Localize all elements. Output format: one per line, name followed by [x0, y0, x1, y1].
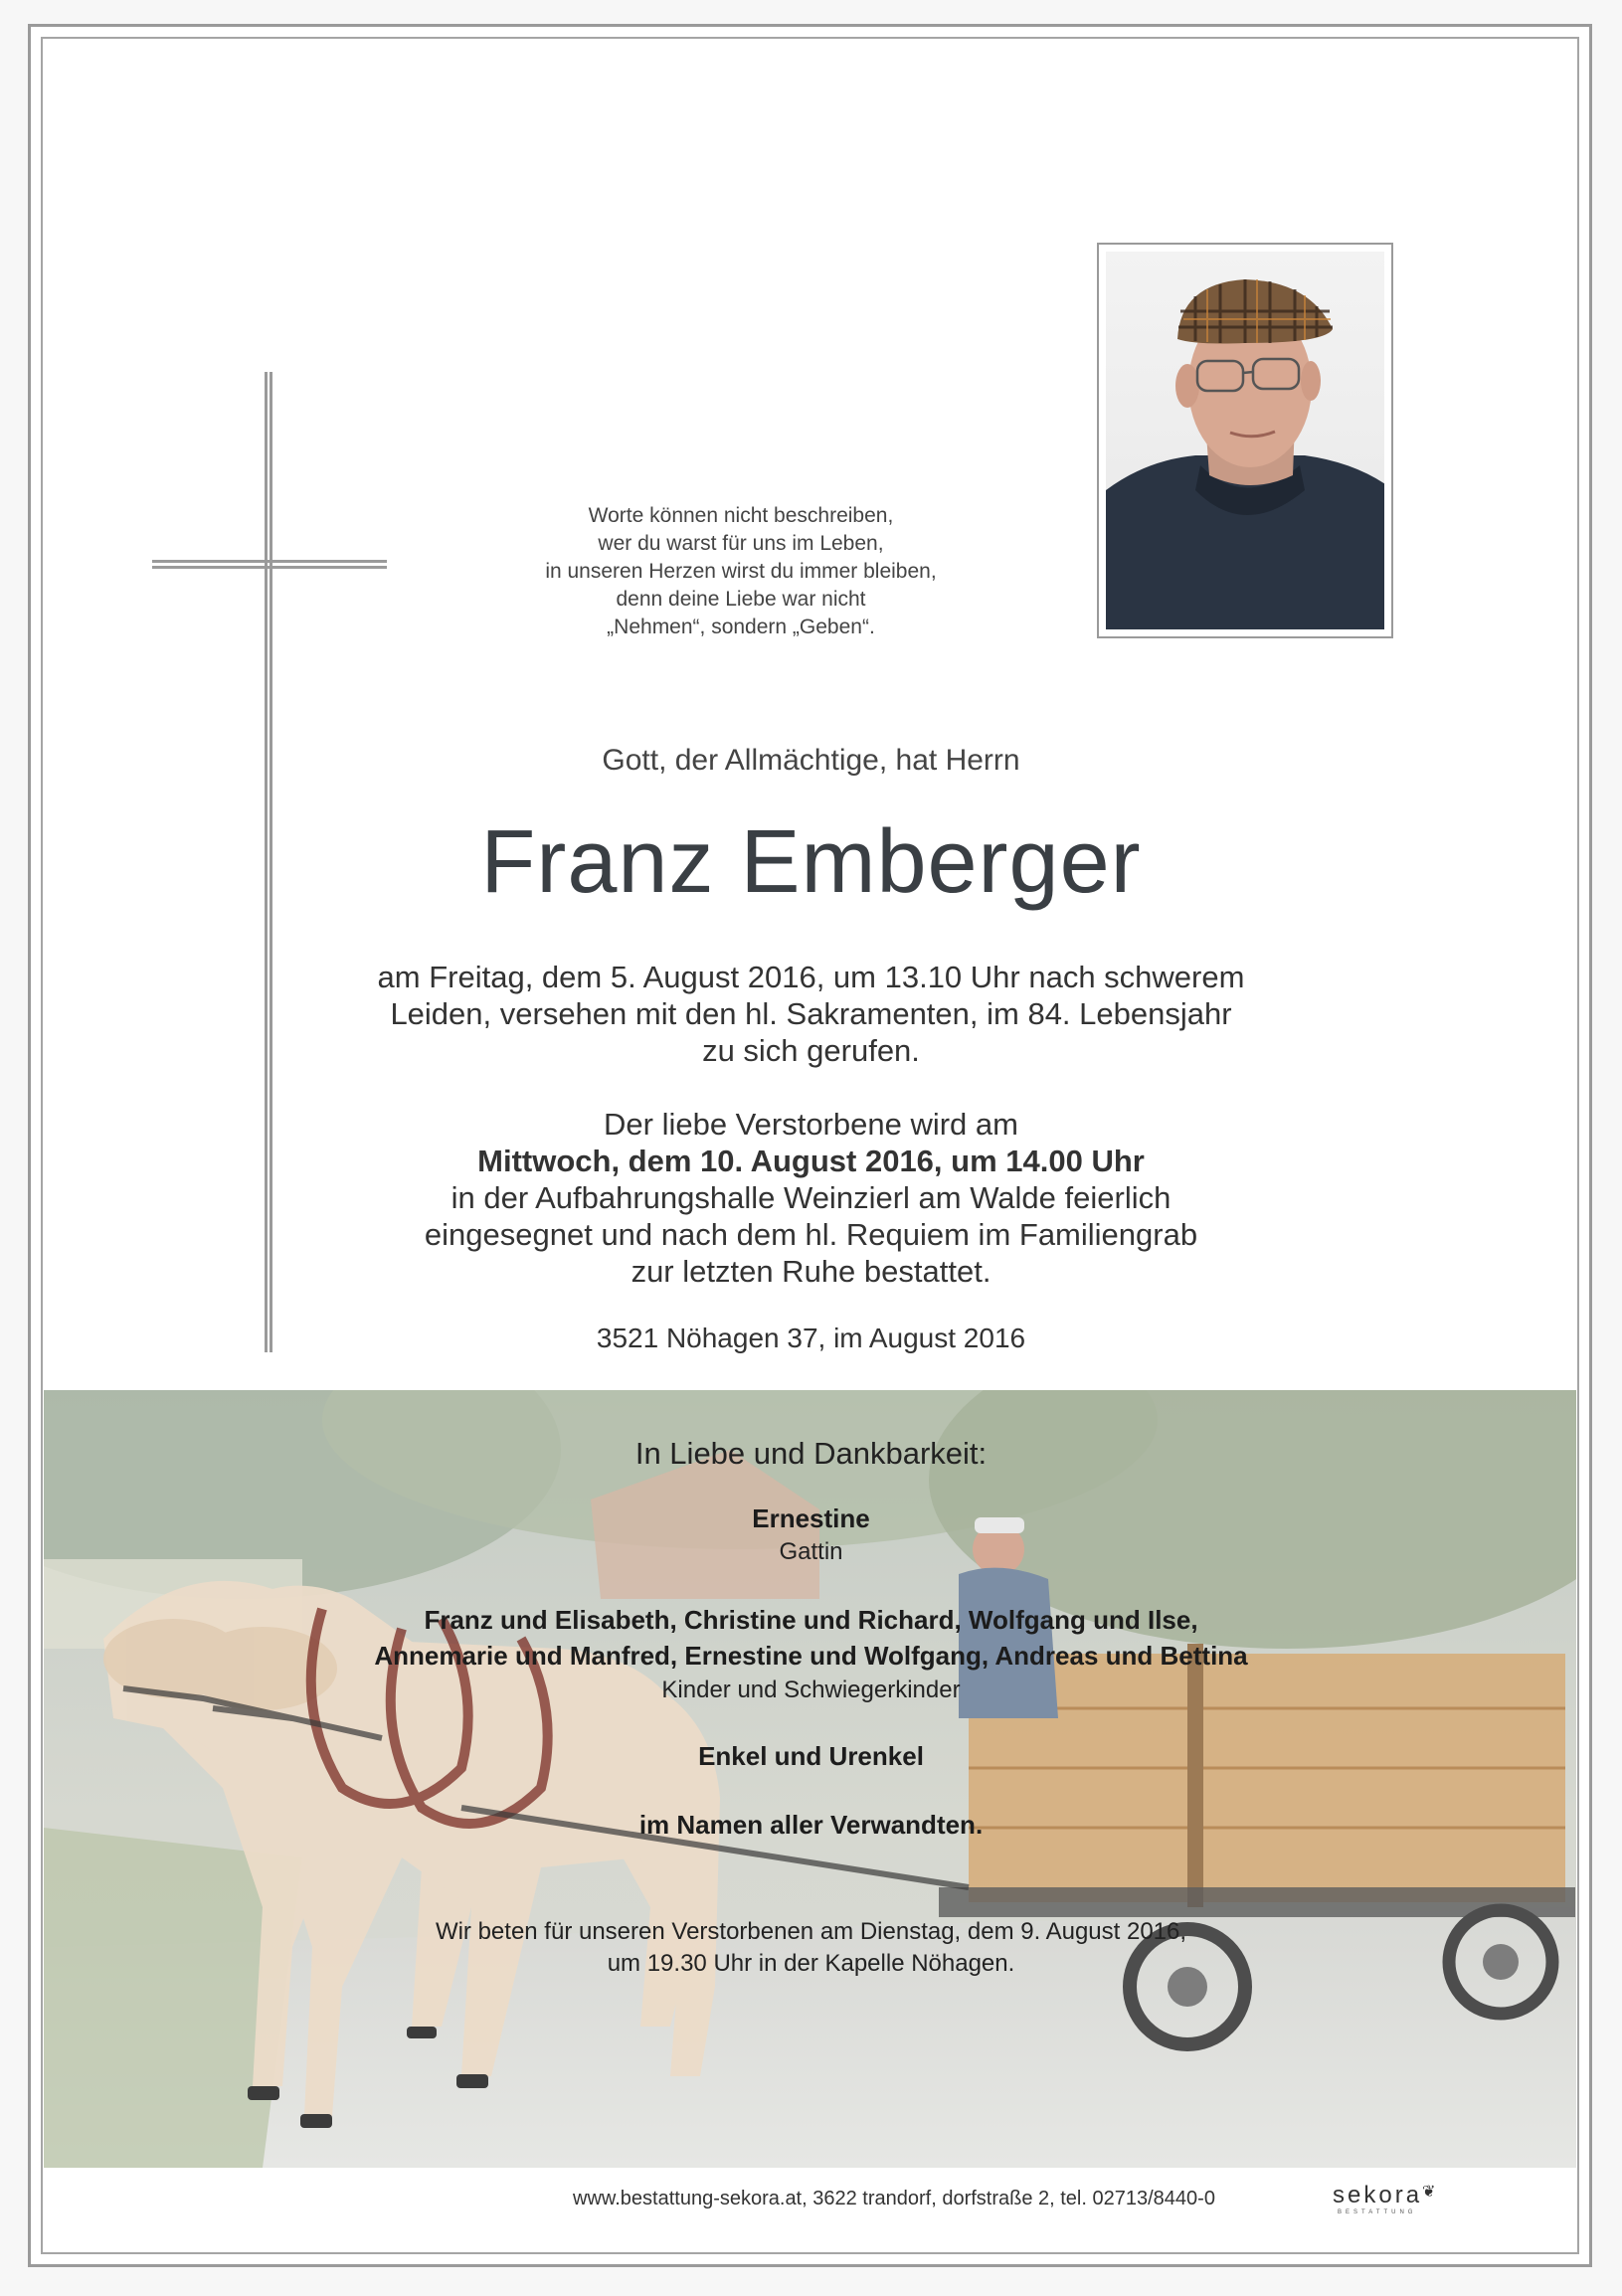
- burial-line: in der Aufbahrungshalle Weinzierl am Walde feierlich: [451, 1180, 1171, 1215]
- description-line: am Freitag, dem 5. August 2016, um 13.10 Uhr nach schwerem: [377, 960, 1245, 994]
- relatives: im Namen aller Verwandten.: [638, 1810, 984, 1840]
- announcement-intro: Gott, der Allmächtige, hat Herrn: [602, 744, 1020, 777]
- spouse-role: Gattin: [779, 1538, 843, 1565]
- prayer-notice: [0, 1916, 1622, 1980]
- children-line: Annemarie und Manfred, Ernestine und Wolfgang, Andreas und Bettina: [374, 1641, 1248, 1671]
- logo-subtext: BESTATTUNG: [1338, 2209, 1417, 2215]
- children-role: Kinder und Schwiegerkinder: [661, 1677, 961, 1703]
- children-line: Franz und Elisabeth, Christine und Richard, Wolfgang und Ilse,: [424, 1605, 1198, 1635]
- poem-line: in unseren Herzen wirst du immer bleiben,: [545, 560, 937, 583]
- cross-horizontal-bar: [152, 560, 387, 569]
- funeral-home-contact: www.bestattung-sekora.at, 3622 trandorf, dorfstraße 2, tel. 02713/8440-0: [573, 2188, 1215, 2209]
- logo-text: sekora: [1333, 2182, 1423, 2208]
- poem-line: wer du warst für uns im Leben,: [598, 532, 884, 555]
- burial-line: zur letzten Ruhe bestattet.: [631, 1254, 991, 1289]
- burial-notice: [0, 1106, 1622, 1290]
- grandchildren: Enkel und Urenkel: [698, 1741, 924, 1771]
- poem-line: Worte können nicht beschreiben,: [588, 504, 894, 527]
- place-and-date: 3521 Nöhagen 37, im August 2016: [596, 1323, 1026, 1353]
- burial-line: eingesegnet und nach dem hl. Requiem im Familiengrab: [424, 1217, 1198, 1252]
- portrait-photo: [1106, 252, 1384, 629]
- bird-icon: ❦: [1422, 2184, 1439, 2201]
- deceased-name: Franz Emberger: [480, 812, 1142, 912]
- description-line: zu sich gerufen.: [702, 1033, 920, 1068]
- burial-date: Mittwoch, dem 10. August 2016, um 14.00 Uhr: [477, 1144, 1145, 1178]
- prayer-line: Wir beten für unseren Verstorbenen am Dienstag, dem 9. August 2016,: [435, 1918, 1187, 1945]
- funeral-home-logo: [1333, 2182, 1438, 2209]
- poem-line: denn deine Liebe war nicht: [616, 588, 866, 611]
- burial-line: Der liebe Verstorbene wird am: [604, 1107, 1018, 1142]
- death-description: [0, 959, 1622, 1069]
- thanks-heading: In Liebe und Dankbarkeit:: [634, 1436, 988, 1471]
- portrait-frame: [1097, 243, 1393, 638]
- portrait-illustration: [1106, 252, 1384, 629]
- memorial-poem: [467, 502, 1014, 641]
- poem-line: „Nehmen“, sondern „Geben“.: [607, 616, 875, 638]
- prayer-line: um 19.30 Uhr in der Kapelle Nöhagen.: [607, 1950, 1015, 1977]
- description-line: Leiden, versehen mit den hl. Sakramenten, im 84. Lebensjahr: [390, 996, 1232, 1031]
- spouse-name: Ernestine: [752, 1503, 870, 1533]
